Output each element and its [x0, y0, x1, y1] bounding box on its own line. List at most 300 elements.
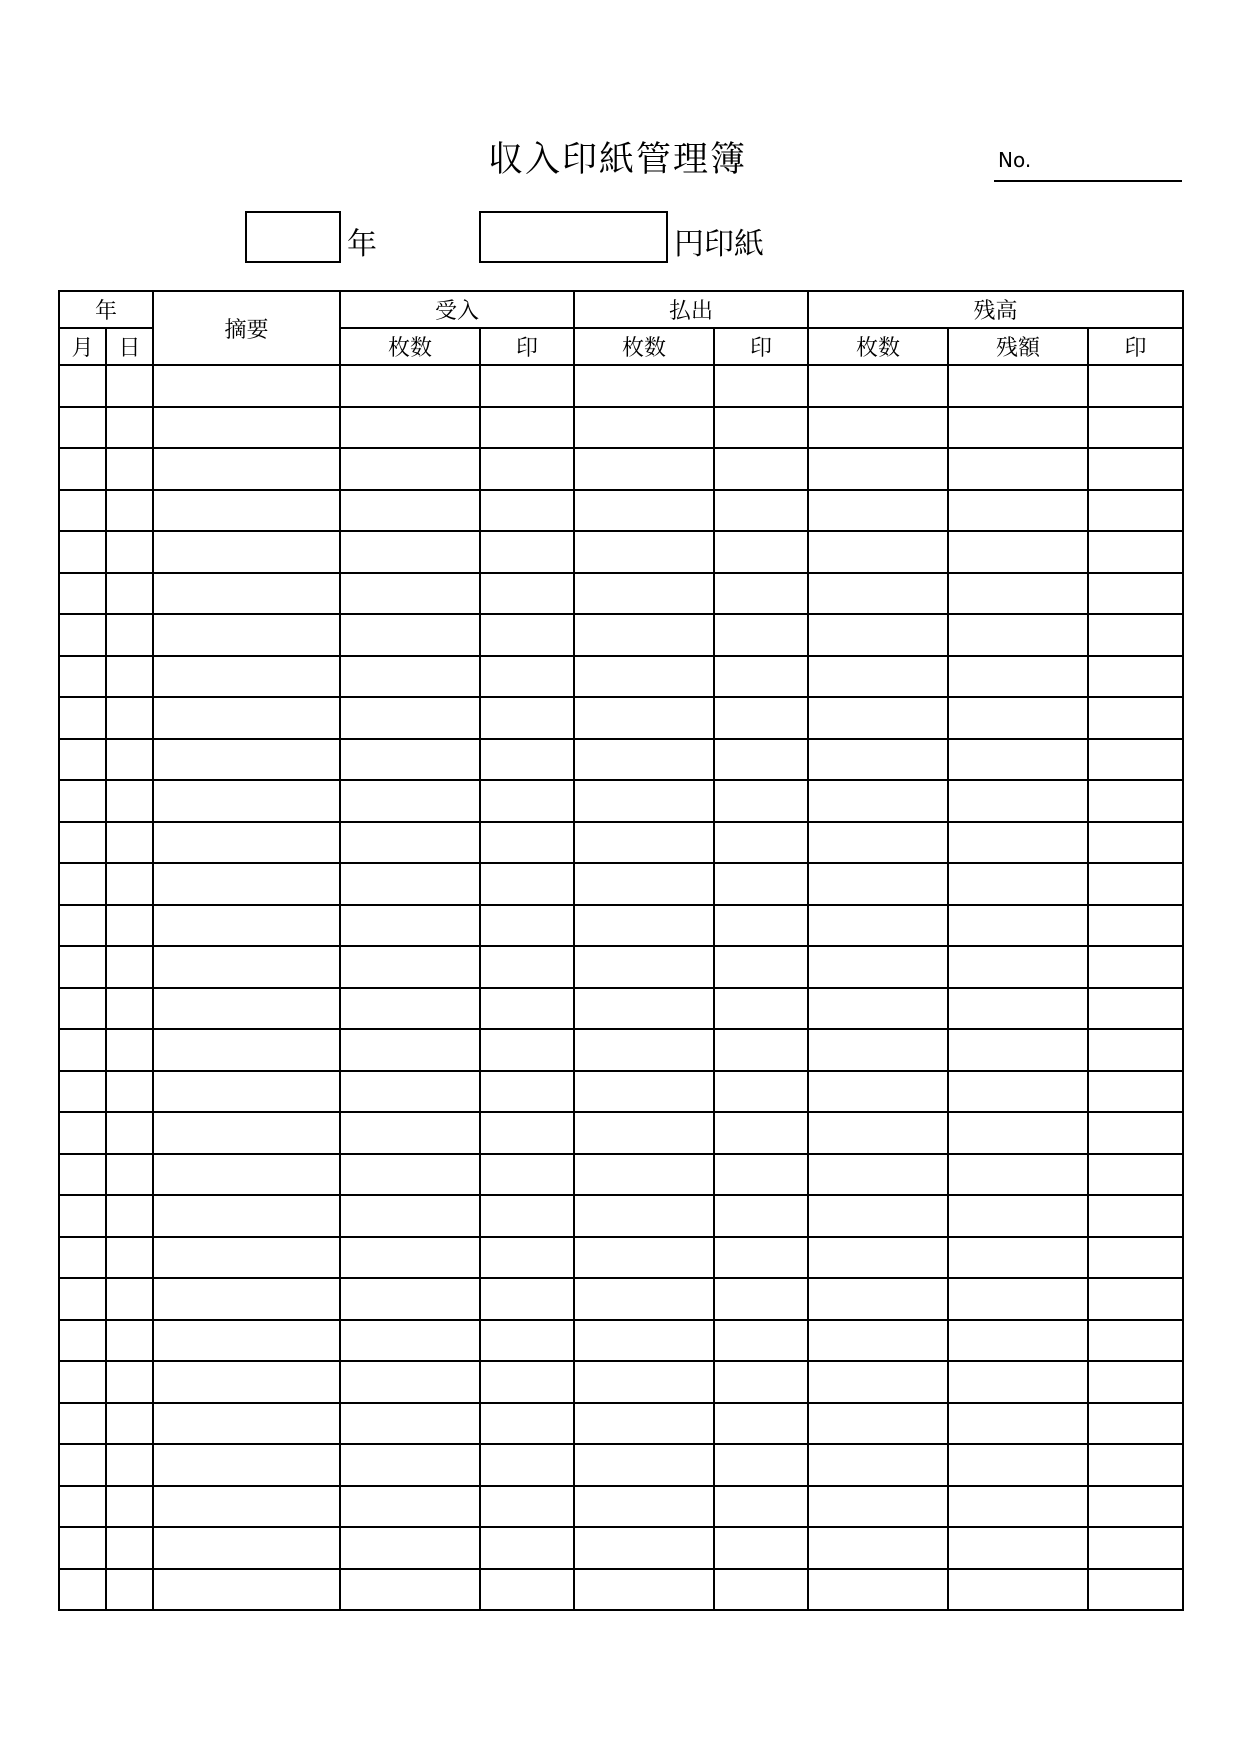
balance-seal-cell[interactable] — [1088, 697, 1183, 739]
balance-count-cell[interactable] — [808, 614, 948, 656]
balance-amount-cell[interactable] — [948, 1527, 1088, 1569]
balance-amount-cell[interactable] — [948, 1154, 1088, 1196]
paid-seal-cell[interactable] — [714, 1071, 808, 1113]
paid-seal-cell[interactable] — [714, 697, 808, 739]
summary-cell[interactable] — [153, 490, 340, 532]
month-cell[interactable] — [59, 1403, 106, 1445]
balance-amount-cell[interactable] — [948, 697, 1088, 739]
balance-amount-cell[interactable] — [948, 1237, 1088, 1279]
paid-seal-cell[interactable] — [714, 1154, 808, 1196]
paid-seal-cell[interactable] — [714, 1195, 808, 1237]
paid-count-cell[interactable] — [574, 1237, 714, 1279]
day-cell[interactable] — [106, 822, 153, 864]
month-cell[interactable] — [59, 656, 106, 698]
balance-seal-cell[interactable] — [1088, 656, 1183, 698]
balance-seal-cell[interactable] — [1088, 365, 1183, 407]
summary-cell[interactable] — [153, 863, 340, 905]
day-cell[interactable] — [106, 697, 153, 739]
received-seal-cell[interactable] — [480, 946, 574, 988]
paid-seal-cell[interactable] — [714, 1278, 808, 1320]
balance-seal-cell[interactable] — [1088, 490, 1183, 532]
paid-count-cell[interactable] — [574, 1403, 714, 1445]
day-cell[interactable] — [106, 490, 153, 532]
paid-seal-cell[interactable] — [714, 780, 808, 822]
summary-cell[interactable] — [153, 946, 340, 988]
summary-cell[interactable] — [153, 1320, 340, 1362]
month-cell[interactable] — [59, 1361, 106, 1403]
summary-cell[interactable] — [153, 1154, 340, 1196]
balance-amount-cell[interactable] — [948, 1569, 1088, 1611]
summary-cell[interactable] — [153, 822, 340, 864]
balance-count-cell[interactable] — [808, 822, 948, 864]
balance-seal-cell[interactable] — [1088, 1569, 1183, 1611]
received-seal-cell[interactable] — [480, 697, 574, 739]
paid-count-cell[interactable] — [574, 1195, 714, 1237]
received-seal-cell[interactable] — [480, 1112, 574, 1154]
balance-count-cell[interactable] — [808, 1071, 948, 1113]
day-cell[interactable] — [106, 1278, 153, 1320]
paid-seal-cell[interactable] — [714, 1320, 808, 1362]
paid-count-cell[interactable] — [574, 448, 714, 490]
balance-count-cell[interactable] — [808, 365, 948, 407]
paid-seal-cell[interactable] — [714, 531, 808, 573]
summary-cell[interactable] — [153, 1237, 340, 1279]
balance-count-cell[interactable] — [808, 1320, 948, 1362]
paid-count-cell[interactable] — [574, 490, 714, 532]
balance-amount-cell[interactable] — [948, 531, 1088, 573]
summary-cell[interactable] — [153, 1527, 340, 1569]
balance-count-cell[interactable] — [808, 1361, 948, 1403]
balance-seal-cell[interactable] — [1088, 1278, 1183, 1320]
balance-count-cell[interactable] — [808, 780, 948, 822]
received-seal-cell[interactable] — [480, 448, 574, 490]
received-count-cell[interactable] — [340, 822, 480, 864]
summary-cell[interactable] — [153, 656, 340, 698]
paid-count-cell[interactable] — [574, 988, 714, 1030]
received-count-cell[interactable] — [340, 905, 480, 947]
paid-count-cell[interactable] — [574, 1486, 714, 1528]
received-count-cell[interactable] — [340, 1320, 480, 1362]
received-count-cell[interactable] — [340, 1154, 480, 1196]
balance-amount-cell[interactable] — [948, 905, 1088, 947]
summary-cell[interactable] — [153, 780, 340, 822]
balance-count-cell[interactable] — [808, 531, 948, 573]
month-cell[interactable] — [59, 905, 106, 947]
paid-count-cell[interactable] — [574, 863, 714, 905]
received-seal-cell[interactable] — [480, 531, 574, 573]
balance-amount-cell[interactable] — [948, 1444, 1088, 1486]
balance-amount-cell[interactable] — [948, 614, 1088, 656]
number-field-line[interactable] — [994, 180, 1182, 182]
month-cell[interactable] — [59, 946, 106, 988]
paid-seal-cell[interactable] — [714, 1403, 808, 1445]
received-seal-cell[interactable] — [480, 1195, 574, 1237]
paid-seal-cell[interactable] — [714, 905, 808, 947]
received-seal-cell[interactable] — [480, 780, 574, 822]
received-count-cell[interactable] — [340, 1486, 480, 1528]
month-cell[interactable] — [59, 1527, 106, 1569]
month-cell[interactable] — [59, 1112, 106, 1154]
day-cell[interactable] — [106, 988, 153, 1030]
paid-count-cell[interactable] — [574, 407, 714, 449]
balance-seal-cell[interactable] — [1088, 407, 1183, 449]
summary-cell[interactable] — [153, 1486, 340, 1528]
paid-count-cell[interactable] — [574, 1154, 714, 1196]
paid-count-cell[interactable] — [574, 1361, 714, 1403]
balance-amount-cell[interactable] — [948, 780, 1088, 822]
balance-count-cell[interactable] — [808, 1403, 948, 1445]
month-cell[interactable] — [59, 739, 106, 781]
paid-seal-cell[interactable] — [714, 407, 808, 449]
balance-seal-cell[interactable] — [1088, 822, 1183, 864]
balance-seal-cell[interactable] — [1088, 946, 1183, 988]
received-count-cell[interactable] — [340, 863, 480, 905]
month-cell[interactable] — [59, 1071, 106, 1113]
received-count-cell[interactable] — [340, 988, 480, 1030]
month-cell[interactable] — [59, 822, 106, 864]
received-count-cell[interactable] — [340, 1361, 480, 1403]
day-cell[interactable] — [106, 448, 153, 490]
day-cell[interactable] — [106, 739, 153, 781]
balance-amount-cell[interactable] — [948, 1195, 1088, 1237]
day-cell[interactable] — [106, 863, 153, 905]
balance-seal-cell[interactable] — [1088, 1112, 1183, 1154]
paid-count-cell[interactable] — [574, 531, 714, 573]
month-cell[interactable] — [59, 1486, 106, 1528]
balance-amount-cell[interactable] — [948, 1112, 1088, 1154]
balance-seal-cell[interactable] — [1088, 988, 1183, 1030]
balance-amount-cell[interactable] — [948, 1320, 1088, 1362]
month-cell[interactable] — [59, 988, 106, 1030]
balance-seal-cell[interactable] — [1088, 1320, 1183, 1362]
balance-seal-cell[interactable] — [1088, 1237, 1183, 1279]
received-count-cell[interactable] — [340, 656, 480, 698]
received-seal-cell[interactable] — [480, 822, 574, 864]
month-cell[interactable] — [59, 1195, 106, 1237]
month-cell[interactable] — [59, 365, 106, 407]
day-cell[interactable] — [106, 1444, 153, 1486]
balance-amount-cell[interactable] — [948, 863, 1088, 905]
balance-amount-cell[interactable] — [948, 988, 1088, 1030]
balance-count-cell[interactable] — [808, 905, 948, 947]
summary-cell[interactable] — [153, 1071, 340, 1113]
balance-count-cell[interactable] — [808, 656, 948, 698]
balance-count-cell[interactable] — [808, 697, 948, 739]
paid-count-cell[interactable] — [574, 1278, 714, 1320]
received-count-cell[interactable] — [340, 1569, 480, 1611]
received-count-cell[interactable] — [340, 531, 480, 573]
summary-cell[interactable] — [153, 1444, 340, 1486]
summary-cell[interactable] — [153, 697, 340, 739]
received-seal-cell[interactable] — [480, 614, 574, 656]
day-cell[interactable] — [106, 1320, 153, 1362]
day-cell[interactable] — [106, 946, 153, 988]
received-count-cell[interactable] — [340, 365, 480, 407]
received-seal-cell[interactable] — [480, 365, 574, 407]
balance-count-cell[interactable] — [808, 1112, 948, 1154]
received-count-cell[interactable] — [340, 614, 480, 656]
paid-seal-cell[interactable] — [714, 1569, 808, 1611]
balance-amount-cell[interactable] — [948, 739, 1088, 781]
paid-seal-cell[interactable] — [714, 1527, 808, 1569]
paid-count-cell[interactable] — [574, 614, 714, 656]
day-cell[interactable] — [106, 1403, 153, 1445]
paid-seal-cell[interactable] — [714, 863, 808, 905]
month-cell[interactable] — [59, 863, 106, 905]
received-count-cell[interactable] — [340, 1195, 480, 1237]
day-cell[interactable] — [106, 1112, 153, 1154]
summary-cell[interactable] — [153, 365, 340, 407]
received-count-cell[interactable] — [340, 1029, 480, 1071]
received-count-cell[interactable] — [340, 1278, 480, 1320]
paid-seal-cell[interactable] — [714, 365, 808, 407]
day-cell[interactable] — [106, 1361, 153, 1403]
balance-seal-cell[interactable] — [1088, 1527, 1183, 1569]
summary-cell[interactable] — [153, 573, 340, 615]
received-seal-cell[interactable] — [480, 1403, 574, 1445]
received-seal-cell[interactable] — [480, 656, 574, 698]
balance-count-cell[interactable] — [808, 1486, 948, 1528]
month-cell[interactable] — [59, 1569, 106, 1611]
received-count-cell[interactable] — [340, 1071, 480, 1113]
paid-seal-cell[interactable] — [714, 1112, 808, 1154]
balance-amount-cell[interactable] — [948, 656, 1088, 698]
paid-seal-cell[interactable] — [714, 946, 808, 988]
paid-count-cell[interactable] — [574, 946, 714, 988]
paid-count-cell[interactable] — [574, 905, 714, 947]
year-input-box[interactable] — [245, 211, 341, 263]
month-cell[interactable] — [59, 1278, 106, 1320]
summary-cell[interactable] — [153, 739, 340, 781]
paid-count-cell[interactable] — [574, 656, 714, 698]
balance-count-cell[interactable] — [808, 863, 948, 905]
paid-seal-cell[interactable] — [714, 1444, 808, 1486]
month-cell[interactable] — [59, 780, 106, 822]
paid-seal-cell[interactable] — [714, 739, 808, 781]
balance-count-cell[interactable] — [808, 739, 948, 781]
received-count-cell[interactable] — [340, 407, 480, 449]
received-count-cell[interactable] — [340, 697, 480, 739]
balance-count-cell[interactable] — [808, 1237, 948, 1279]
balance-count-cell[interactable] — [808, 1569, 948, 1611]
summary-cell[interactable] — [153, 614, 340, 656]
received-seal-cell[interactable] — [480, 1278, 574, 1320]
paid-count-cell[interactable] — [574, 780, 714, 822]
received-seal-cell[interactable] — [480, 1361, 574, 1403]
balance-count-cell[interactable] — [808, 573, 948, 615]
month-cell[interactable] — [59, 448, 106, 490]
day-cell[interactable] — [106, 780, 153, 822]
received-count-cell[interactable] — [340, 1444, 480, 1486]
balance-count-cell[interactable] — [808, 407, 948, 449]
stamp-amount-input-box[interactable] — [479, 211, 668, 263]
summary-cell[interactable] — [153, 1029, 340, 1071]
received-seal-cell[interactable] — [480, 490, 574, 532]
summary-cell[interactable] — [153, 531, 340, 573]
summary-cell[interactable] — [153, 1403, 340, 1445]
balance-amount-cell[interactable] — [948, 1029, 1088, 1071]
summary-cell[interactable] — [153, 1361, 340, 1403]
received-seal-cell[interactable] — [480, 739, 574, 781]
summary-cell[interactable] — [153, 407, 340, 449]
summary-cell[interactable] — [153, 1112, 340, 1154]
day-cell[interactable] — [106, 365, 153, 407]
balance-amount-cell[interactable] — [948, 448, 1088, 490]
balance-count-cell[interactable] — [808, 448, 948, 490]
balance-count-cell[interactable] — [808, 1444, 948, 1486]
summary-cell[interactable] — [153, 1195, 340, 1237]
received-seal-cell[interactable] — [480, 1071, 574, 1113]
paid-seal-cell[interactable] — [714, 1029, 808, 1071]
balance-count-cell[interactable] — [808, 1195, 948, 1237]
received-count-cell[interactable] — [340, 573, 480, 615]
received-seal-cell[interactable] — [480, 1569, 574, 1611]
paid-count-cell[interactable] — [574, 1029, 714, 1071]
balance-amount-cell[interactable] — [948, 490, 1088, 532]
balance-seal-cell[interactable] — [1088, 1154, 1183, 1196]
day-cell[interactable] — [106, 1154, 153, 1196]
day-cell[interactable] — [106, 656, 153, 698]
balance-seal-cell[interactable] — [1088, 1403, 1183, 1445]
balance-seal-cell[interactable] — [1088, 1029, 1183, 1071]
month-cell[interactable] — [59, 1029, 106, 1071]
balance-count-cell[interactable] — [808, 1527, 948, 1569]
paid-seal-cell[interactable] — [714, 1361, 808, 1403]
received-seal-cell[interactable] — [480, 1486, 574, 1528]
summary-cell[interactable] — [153, 988, 340, 1030]
month-cell[interactable] — [59, 573, 106, 615]
received-seal-cell[interactable] — [480, 1154, 574, 1196]
balance-amount-cell[interactable] — [948, 1361, 1088, 1403]
month-cell[interactable] — [59, 407, 106, 449]
balance-count-cell[interactable] — [808, 1278, 948, 1320]
month-cell[interactable] — [59, 490, 106, 532]
balance-count-cell[interactable] — [808, 490, 948, 532]
paid-seal-cell[interactable] — [714, 490, 808, 532]
received-count-cell[interactable] — [340, 1112, 480, 1154]
month-cell[interactable] — [59, 531, 106, 573]
balance-seal-cell[interactable] — [1088, 1486, 1183, 1528]
day-cell[interactable] — [106, 1486, 153, 1528]
day-cell[interactable] — [106, 1237, 153, 1279]
day-cell[interactable] — [106, 614, 153, 656]
balance-seal-cell[interactable] — [1088, 614, 1183, 656]
received-count-cell[interactable] — [340, 448, 480, 490]
paid-count-cell[interactable] — [574, 822, 714, 864]
balance-amount-cell[interactable] — [948, 1071, 1088, 1113]
balance-seal-cell[interactable] — [1088, 905, 1183, 947]
balance-amount-cell[interactable] — [948, 1486, 1088, 1528]
month-cell[interactable] — [59, 697, 106, 739]
paid-count-cell[interactable] — [574, 1569, 714, 1611]
paid-seal-cell[interactable] — [714, 988, 808, 1030]
day-cell[interactable] — [106, 531, 153, 573]
balance-amount-cell[interactable] — [948, 1278, 1088, 1320]
received-seal-cell[interactable] — [480, 905, 574, 947]
summary-cell[interactable] — [153, 1569, 340, 1611]
balance-count-cell[interactable] — [808, 946, 948, 988]
received-count-cell[interactable] — [340, 1403, 480, 1445]
received-count-cell[interactable] — [340, 946, 480, 988]
received-seal-cell[interactable] — [480, 407, 574, 449]
balance-seal-cell[interactable] — [1088, 1361, 1183, 1403]
day-cell[interactable] — [106, 1071, 153, 1113]
day-cell[interactable] — [106, 1527, 153, 1569]
month-cell[interactable] — [59, 1444, 106, 1486]
received-seal-cell[interactable] — [480, 1029, 574, 1071]
paid-count-cell[interactable] — [574, 1320, 714, 1362]
paid-count-cell[interactable] — [574, 1527, 714, 1569]
received-seal-cell[interactable] — [480, 1527, 574, 1569]
day-cell[interactable] — [106, 905, 153, 947]
month-cell[interactable] — [59, 1154, 106, 1196]
balance-amount-cell[interactable] — [948, 946, 1088, 988]
day-cell[interactable] — [106, 1195, 153, 1237]
balance-seal-cell[interactable] — [1088, 780, 1183, 822]
month-cell[interactable] — [59, 1237, 106, 1279]
day-cell[interactable] — [106, 1569, 153, 1611]
received-count-cell[interactable] — [340, 1237, 480, 1279]
balance-seal-cell[interactable] — [1088, 1195, 1183, 1237]
balance-seal-cell[interactable] — [1088, 448, 1183, 490]
balance-amount-cell[interactable] — [948, 573, 1088, 615]
summary-cell[interactable] — [153, 905, 340, 947]
received-seal-cell[interactable] — [480, 988, 574, 1030]
paid-seal-cell[interactable] — [714, 1237, 808, 1279]
balance-amount-cell[interactable] — [948, 365, 1088, 407]
day-cell[interactable] — [106, 1029, 153, 1071]
received-seal-cell[interactable] — [480, 573, 574, 615]
balance-seal-cell[interactable] — [1088, 863, 1183, 905]
paid-seal-cell[interactable] — [714, 448, 808, 490]
day-cell[interactable] — [106, 407, 153, 449]
summary-cell[interactable] — [153, 1278, 340, 1320]
day-cell[interactable] — [106, 573, 153, 615]
paid-seal-cell[interactable] — [714, 1486, 808, 1528]
paid-count-cell[interactable] — [574, 573, 714, 615]
paid-count-cell[interactable] — [574, 739, 714, 781]
balance-seal-cell[interactable] — [1088, 739, 1183, 781]
received-count-cell[interactable] — [340, 1527, 480, 1569]
balance-count-cell[interactable] — [808, 1154, 948, 1196]
paid-seal-cell[interactable] — [714, 614, 808, 656]
month-cell[interactable] — [59, 614, 106, 656]
received-seal-cell[interactable] — [480, 1320, 574, 1362]
balance-amount-cell[interactable] — [948, 1403, 1088, 1445]
balance-seal-cell[interactable] — [1088, 531, 1183, 573]
received-seal-cell[interactable] — [480, 863, 574, 905]
paid-count-cell[interactable] — [574, 1444, 714, 1486]
paid-count-cell[interactable] — [574, 697, 714, 739]
paid-count-cell[interactable] — [574, 365, 714, 407]
received-count-cell[interactable] — [340, 739, 480, 781]
balance-amount-cell[interactable] — [948, 407, 1088, 449]
received-count-cell[interactable] — [340, 490, 480, 532]
balance-seal-cell[interactable] — [1088, 1444, 1183, 1486]
paid-count-cell[interactable] — [574, 1112, 714, 1154]
balance-seal-cell[interactable] — [1088, 573, 1183, 615]
received-count-cell[interactable] — [340, 780, 480, 822]
balance-count-cell[interactable] — [808, 1029, 948, 1071]
paid-seal-cell[interactable] — [714, 822, 808, 864]
balance-seal-cell[interactable] — [1088, 1071, 1183, 1113]
month-cell[interactable] — [59, 1320, 106, 1362]
received-seal-cell[interactable] — [480, 1237, 574, 1279]
received-seal-cell[interactable] — [480, 1444, 574, 1486]
balance-count-cell[interactable] — [808, 988, 948, 1030]
paid-count-cell[interactable] — [574, 1071, 714, 1113]
balance-amount-cell[interactable] — [948, 822, 1088, 864]
